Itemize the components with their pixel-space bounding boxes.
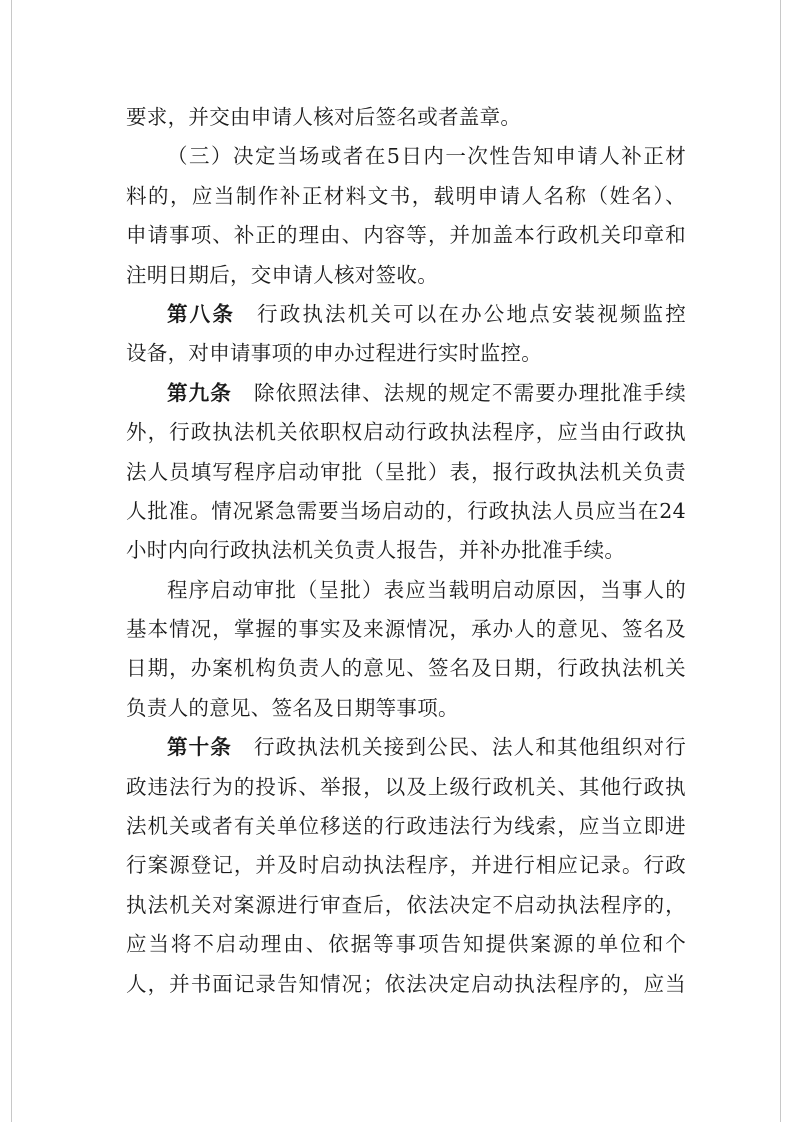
- text-line: 法人员填写程序启动审批（呈批）表，报行政执法机关负责: [126, 459, 686, 484]
- text-line: 负责人的意见、签名及日期等事项。: [126, 695, 459, 720]
- text-line: 申请事项、补正的理由、内容等，并加盖本行政机关印章和: [126, 223, 686, 248]
- text-line: 程序启动审批（呈批）表应当载明启动原因，当事人的: [167, 577, 686, 602]
- text-line: 基本情况，掌握的事实及来源情况，承办人的意见、签名及: [126, 617, 686, 642]
- text-line: 第十条 行政执法机关接到公民、法人和其他组织对行: [167, 735, 686, 760]
- text-line: 外，行政执法机关依职权启动行政执法程序，应当由行政执: [126, 420, 686, 445]
- left-scan-edge: [11, 0, 12, 1122]
- text-line: 执法机关对案源进行审查后，依法决定不启动执法程序的，: [126, 892, 686, 917]
- text-line: 日期，办案机构负责人的意见、签名及日期，行政执法机关: [126, 656, 686, 681]
- article-heading: 第九条: [167, 380, 232, 405]
- article-heading: 第八条: [167, 301, 236, 326]
- text-line: 行案源登记，并及时启动执法程序，并进行相应记录。行政: [126, 853, 686, 878]
- text-line: 设备，对申请事项的申办过程进行实时监控。: [126, 341, 542, 366]
- text-line: 料的，应当制作补正材料文书，载明申请人名称（姓名）、: [126, 183, 686, 208]
- text-line: （三）决定当场或者在5日内一次性告知申请人补正材: [167, 144, 686, 169]
- article-heading: 第十条: [167, 735, 232, 760]
- text-line: 政违法行为的投诉、举报，以及上级行政机关、其他行政执: [126, 774, 686, 799]
- document-body: [126, 98, 686, 1004]
- text-line: 法机关或者有关单位移送的行政违法行为线索，应当立即进: [126, 814, 686, 839]
- text-line: 人批准。情况紧急需要当场启动的，行政执法人员应当在24: [126, 498, 686, 523]
- text-line: 要求，并交由申请人核对后签名或者盖章。: [126, 105, 522, 129]
- right-scan-edge: [780, 0, 781, 1122]
- text-line: 第八条 行政执法机关可以在办公地点安装视频监控: [167, 301, 686, 326]
- text-line: 小时内向行政执法机关负责人报告，并补办批准手续。: [126, 538, 626, 563]
- text-line: 人，并书面记录告知情况；依法决定启动执法程序的，应当: [126, 971, 686, 996]
- text-line: 注明日期后，交申请人核对签收。: [126, 262, 438, 287]
- text-line: 应当将不启动理由、依据等事项告知提供案源的单位和个: [126, 932, 686, 957]
- text-line: 第九条 除依照法律、法规的规定不需要办理批准手续: [167, 380, 686, 405]
